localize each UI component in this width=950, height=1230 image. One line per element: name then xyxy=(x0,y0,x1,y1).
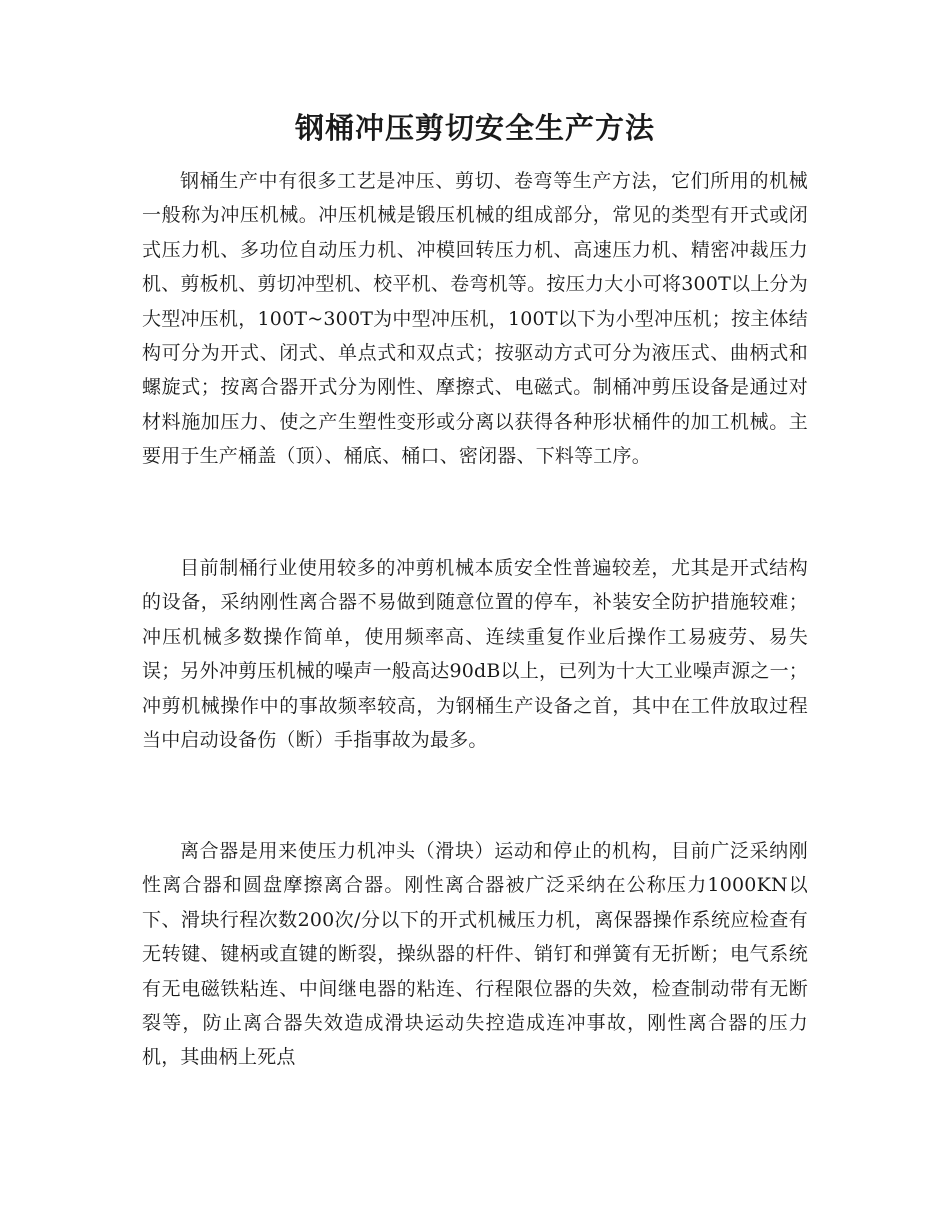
document-title: 钢桶冲压剪切安全生产方法 xyxy=(294,111,655,145)
paragraph-1: 钢桶生产中有很多工艺是冲压、剪切、卷弯等生产方法，它们所用的机械一般称为冲压机械。冲压机械是锻压机械的组成部分，常见的类型有开式或闭式压力机、多功位自动压力机、冲模回转压力机、高速压力机、精密冲裁压力机、剪板机、剪切冲型机、校平机、卷弯机等。按压力大小可将300T以上分为大型冲压机，100T~300T为中型冲压机，100T以下为小型冲压机；按主体结构可分为开式、闭式、单点式和双点式；按驱动方式可分为液压式、曲柄式和螺旋式；按离合器开式分为刚性、摩擦式、电磁式。制桶冲剪压设备是通过对材料施加压力、使之产生塑性变形或分离以获得各种形状桶件的加工机械。主要用于生产桶盖（顶）、桶底、桶口、密闭器、下料等工序。 xyxy=(142,170,808,468)
paragraph-3: 离合器是用来使压力机冲头（滑块）运动和停止的机构，目前广泛采纳刚性离合器和圆盘摩擦离合器。刚性离合器被广泛采纳在公称压力1000KN以下、滑块行程次数200次/分以下的开式机械压力机，离保器操作系统应检查有无转键、键柄或直键的断裂，操纵器的杆件、销钉和弹簧有无折断；电气系统有无电磁铁粘连、中间继电器的粘连、行程限位器的失效，检查制动带有无断裂等，防止离合器失效造成滑块运动失控造成连冲事故，刚性离合器的压力机，其曲柄上死点 xyxy=(142,840,808,1069)
paragraph-2: 目前制桶行业使用较多的冲剪机械本质安全性普遍较差，尤其是开式结构的设备，采纳刚性离合器不易做到随意位置的停车，补装安全防护措施较难；冲压机械多数操作简单，使用频率高、连续重复作业后操作工易疲劳、易失误；另外冲剪压机械的噪声一般高达90dB以上，已列为十大工业噪声源之一；冲剪机械操作中的事故频率较高，为钢桶生产设备之首，其中在工件放取过程当中启动设备伤（断）手指事故为最多。 xyxy=(142,557,808,752)
